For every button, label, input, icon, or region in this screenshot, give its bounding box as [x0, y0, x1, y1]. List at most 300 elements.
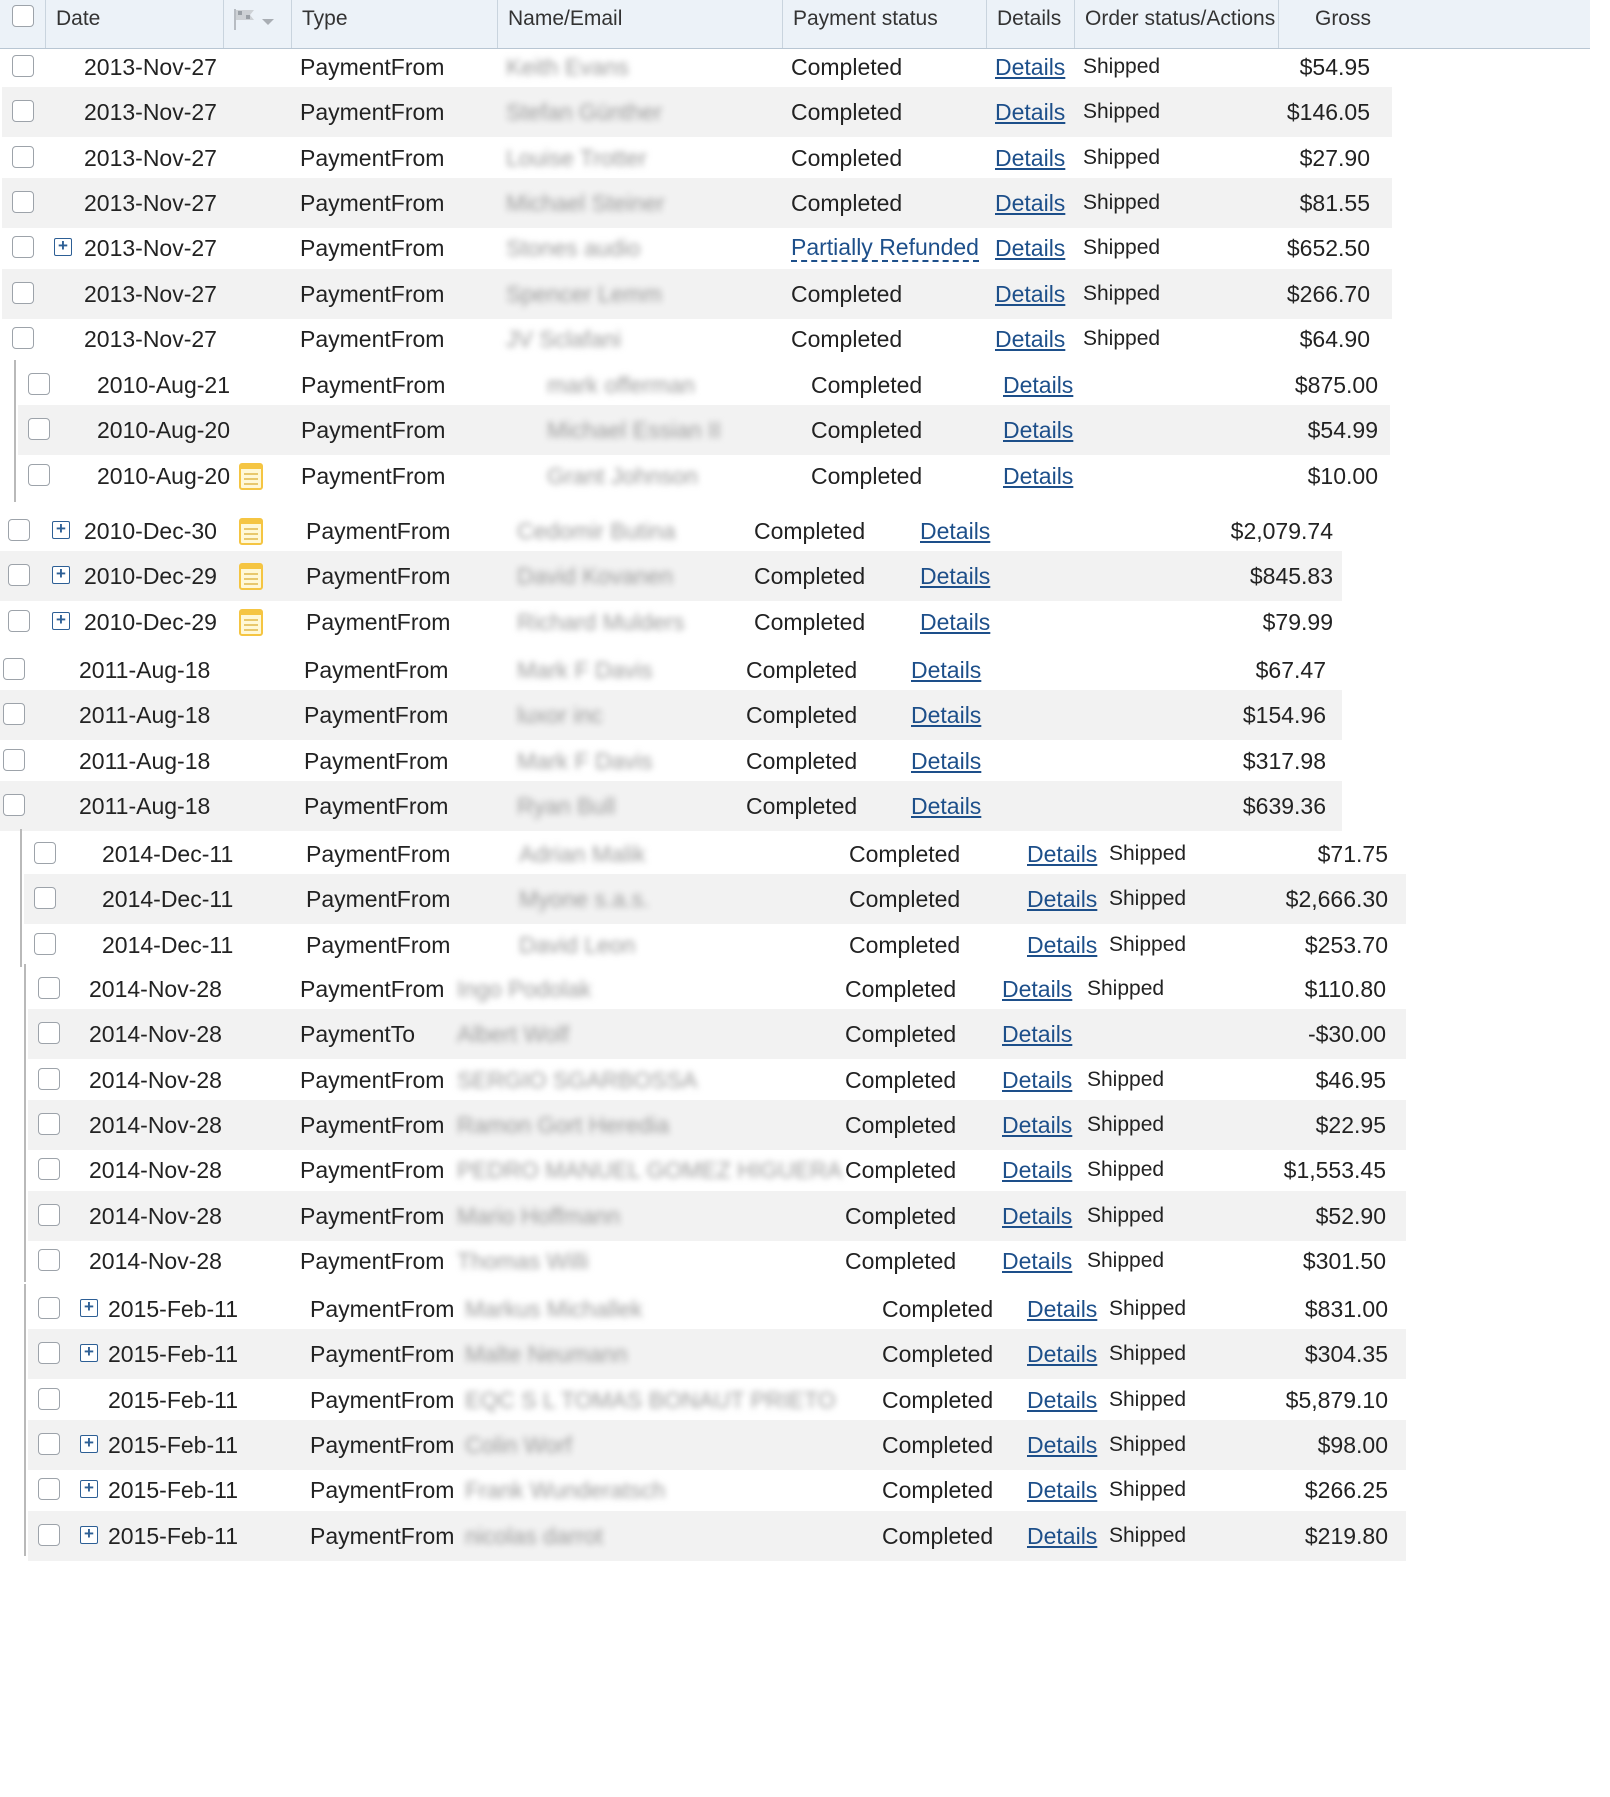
details-link[interactable]: Details [995, 280, 1066, 307]
row-gross: $304.35 [1304, 1341, 1388, 1368]
table-row[interactable] [28, 1511, 1406, 1561]
table-row[interactable] [2, 269, 1392, 319]
details-link[interactable]: Details [1027, 931, 1098, 958]
row-checkbox[interactable] [28, 373, 50, 395]
row-checkbox[interactable] [28, 464, 50, 486]
row-payment-status: Completed [849, 886, 961, 913]
row-name-email[interactable]: PEDRO MANUEL GOMEZ HIGUERA [457, 1157, 843, 1184]
row-type: PaymentFrom [300, 1247, 445, 1274]
details-link[interactable]: Details [995, 54, 1066, 80]
row-gross: $22.95 [1315, 1111, 1386, 1138]
row-name-email[interactable]: SERGIO SGARBOSSA [457, 1066, 698, 1093]
table-row[interactable] [28, 1191, 1406, 1241]
row-gross: $52.90 [1315, 1202, 1386, 1229]
group-indent-line [20, 829, 22, 967]
row-order-status: Shipped [1083, 100, 1161, 124]
row-type: PaymentFrom [300, 976, 445, 1002]
header-date[interactable]: Date [46, 0, 224, 48]
row-type: PaymentFrom [306, 931, 451, 958]
row-gross: $5,879.10 [1285, 1386, 1388, 1413]
details-link[interactable]: Details [911, 657, 982, 683]
header-type[interactable]: Type [292, 0, 498, 48]
table-row[interactable] [28, 1145, 1406, 1195]
row-checkbox[interactable] [38, 1249, 60, 1271]
row-checkbox[interactable] [38, 1388, 60, 1410]
row-type: PaymentFrom [300, 325, 445, 352]
row-gross: $219.80 [1304, 1522, 1388, 1549]
row-checkbox[interactable] [38, 1158, 60, 1180]
row-gross: $46.95 [1315, 1066, 1386, 1093]
expand-icon[interactable]: + [52, 612, 70, 630]
row-order-status: Shipped [1109, 932, 1187, 956]
row-gross: -$30.00 [1307, 1021, 1386, 1048]
note-icon[interactable] [238, 561, 264, 591]
row-date: 2011-Aug-18 [79, 657, 211, 683]
row-name-email[interactable]: luxor inc [517, 702, 603, 729]
row-payment-status: Completed [811, 372, 923, 398]
row-gross: $875.00 [1294, 372, 1378, 398]
row-date: 2015-Feb-11 [108, 1431, 238, 1458]
row-date: 2013-Nov-27 [84, 144, 217, 171]
row-checkbox[interactable] [34, 842, 56, 864]
table-row[interactable] [28, 1055, 1406, 1105]
row-name-email[interactable]: Colin Worf [465, 1431, 572, 1458]
row-gross: $1,553.45 [1283, 1157, 1386, 1184]
row-date: 2013-Nov-27 [84, 280, 217, 307]
row-gross: $652.50 [1286, 235, 1370, 262]
row-gross: $98.00 [1317, 1431, 1388, 1458]
row-order-status: Shipped [1083, 55, 1161, 78]
row-name-email[interactable]: Michael Essian II [547, 417, 721, 444]
details-link[interactable]: Details [1027, 1522, 1098, 1549]
row-name-email[interactable]: Spencer Lemm [506, 280, 662, 307]
row-gross: $639.36 [1242, 792, 1326, 819]
row-type: PaymentFrom [300, 1202, 445, 1229]
details-link[interactable]: Details [995, 144, 1066, 171]
row-payment-status: Completed [882, 1341, 994, 1368]
row-payment-status: Completed [754, 563, 866, 590]
row-payment-status: Completed [845, 976, 957, 1002]
table-row[interactable] [28, 1009, 1406, 1059]
row-checkbox[interactable] [38, 1524, 60, 1546]
details-link[interactable]: Details [1002, 1066, 1073, 1093]
row-checkbox[interactable] [3, 658, 25, 680]
row-checkbox[interactable] [8, 564, 30, 586]
row-checkbox[interactable] [34, 933, 56, 955]
row-payment-status: Completed [791, 280, 903, 307]
row-date: 2015-Feb-11 [108, 1296, 238, 1322]
row-checkbox[interactable] [38, 977, 60, 999]
table-row[interactable] [18, 405, 1390, 455]
row-checkbox[interactable] [38, 1022, 60, 1044]
table-row[interactable] [0, 551, 1342, 601]
row-order-status: Shipped [1087, 1067, 1165, 1091]
table-row[interactable] [0, 736, 1342, 786]
row-payment-status: Completed [849, 841, 961, 867]
expand-icon[interactable]: + [80, 1299, 98, 1317]
row-date: 2010-Aug-20 [97, 462, 230, 489]
table-row[interactable] [24, 874, 1406, 924]
row-checkbox[interactable] [34, 887, 56, 909]
row-type: PaymentFrom [300, 235, 445, 262]
row-date: 2013-Nov-27 [84, 99, 217, 126]
row-gross: $146.05 [1286, 99, 1370, 126]
row-type: PaymentFrom [304, 747, 449, 774]
row-payment-status: Completed [845, 1111, 957, 1138]
row-date: 2010-Aug-20 [97, 417, 230, 444]
row-payment-status: Completed [845, 1066, 957, 1093]
details-link[interactable]: Details [1003, 417, 1074, 444]
details-link[interactable]: Details [1002, 1157, 1073, 1184]
row-type: PaymentFrom [300, 144, 445, 171]
row-payment-status: Completed [882, 1296, 994, 1322]
row-order-status: Shipped [1087, 1112, 1165, 1136]
row-name-email[interactable]: Myone s.a.s. [519, 886, 650, 913]
row-checkbox[interactable] [38, 1433, 60, 1455]
row-type: PaymentFrom [310, 1522, 455, 1549]
row-date: 2014-Nov-28 [89, 1247, 222, 1274]
table-row[interactable] [2, 178, 1392, 228]
row-name-email[interactable]: Markus Michallek [465, 1296, 643, 1322]
row-gross: $266.70 [1286, 280, 1370, 307]
row-payment-status: Completed [882, 1431, 994, 1458]
group-indent-line [14, 360, 16, 502]
row-payment-status: Completed [754, 518, 866, 544]
expand-icon[interactable]: + [52, 566, 70, 584]
row-date: 2014-Nov-28 [89, 976, 222, 1002]
details-link[interactable]: Details [1002, 1021, 1073, 1048]
row-payment-status: Completed [746, 657, 858, 683]
details-link[interactable]: Details [1003, 462, 1074, 489]
row-payment-status: Completed [882, 1386, 994, 1413]
row-date: 2015-Feb-11 [108, 1477, 238, 1504]
row-date: 2014-Nov-28 [89, 1157, 222, 1184]
details-link[interactable]: Details [920, 518, 991, 544]
row-order-status: Shipped [1109, 1478, 1187, 1502]
row-name-email[interactable]: Ingo Podolak [457, 976, 592, 1002]
row-payment-status: Completed [811, 417, 923, 444]
row-payment-status: Completed [791, 54, 903, 80]
row-type: PaymentFrom [300, 99, 445, 126]
details-link[interactable]: Details [1027, 886, 1098, 913]
row-gross: $67.47 [1255, 657, 1326, 683]
row-checkbox[interactable] [12, 100, 34, 122]
row-date: 2013-Nov-27 [84, 235, 217, 262]
row-gross: $10.00 [1307, 462, 1378, 489]
row-checkbox[interactable] [12, 146, 34, 168]
row-type: PaymentFrom [310, 1341, 455, 1368]
row-name-email[interactable]: Grant Johnson [547, 462, 698, 489]
table-row[interactable] [0, 781, 1342, 831]
table-row[interactable] [28, 1420, 1406, 1470]
row-order-status: Shipped [1087, 1248, 1165, 1272]
header-payment-status[interactable]: Payment status [783, 0, 987, 48]
row-type: PaymentFrom [301, 417, 446, 444]
row-payment-status: Completed [882, 1477, 994, 1504]
row-gross: $110.80 [1304, 976, 1386, 1002]
details-link[interactable]: Details [920, 563, 991, 590]
row-date: 2015-Feb-11 [108, 1386, 238, 1413]
row-payment-status-link[interactable]: Partially Refunded [791, 234, 979, 261]
row-type: PaymentFrom [304, 702, 449, 729]
row-type: PaymentFrom [306, 841, 451, 867]
row-type: PaymentFrom [306, 886, 451, 913]
row-type: PaymentTo [300, 1021, 416, 1048]
details-link[interactable]: Details [1027, 1386, 1098, 1413]
row-date: 2013-Nov-27 [84, 189, 217, 216]
row-type: PaymentFrom [310, 1386, 455, 1413]
row-checkbox[interactable] [12, 191, 34, 213]
row-type: PaymentFrom [306, 518, 451, 544]
row-gross: $2,079.74 [1230, 518, 1333, 544]
table-row[interactable] [18, 360, 1390, 410]
table-row[interactable] [2, 87, 1392, 137]
row-order-status: Shipped [1083, 145, 1161, 169]
row-type: PaymentFrom [310, 1296, 455, 1322]
details-link[interactable]: Details [995, 99, 1066, 126]
row-checkbox[interactable] [3, 794, 25, 816]
row-order-status: Shipped [1109, 1387, 1187, 1411]
details-link[interactable]: Details [1027, 1477, 1098, 1504]
row-payment-status: Completed [791, 189, 903, 216]
row-payment-status: Completed [754, 608, 866, 635]
row-checkbox[interactable] [12, 282, 34, 304]
row-name-email[interactable]: Thomas Willi [457, 1247, 589, 1274]
row-checkbox[interactable] [12, 327, 34, 349]
expand-icon[interactable]: + [54, 238, 72, 256]
details-link[interactable]: Details [911, 747, 982, 774]
row-payment-status: Completed [791, 144, 903, 171]
row-type: PaymentFrom [310, 1431, 455, 1458]
row-checkbox[interactable] [38, 1068, 60, 1090]
details-link[interactable]: Details [1002, 976, 1073, 1002]
row-date: 2014-Nov-28 [89, 1202, 222, 1229]
row-type: PaymentFrom [301, 462, 446, 489]
header-details: Details [987, 0, 1075, 48]
table-row[interactable] [2, 42, 1392, 92]
table-row[interactable] [28, 1284, 1406, 1334]
row-order-status: Shipped [1087, 1203, 1165, 1227]
row-payment-status: Completed [849, 931, 961, 958]
row-payment-status: Completed [811, 462, 923, 489]
table-row[interactable] [28, 1100, 1406, 1150]
row-type: PaymentFrom [300, 54, 445, 80]
details-link[interactable]: Details [1002, 1111, 1073, 1138]
details-link[interactable]: Details [995, 189, 1066, 216]
details-link[interactable]: Details [1027, 1431, 1098, 1458]
details-link[interactable]: Details [911, 702, 982, 729]
row-type: PaymentFrom [304, 792, 449, 819]
details-link[interactable]: Details [995, 235, 1066, 262]
row-type: PaymentFrom [300, 189, 445, 216]
details-link[interactable]: Details [1002, 1202, 1073, 1229]
row-type: PaymentFrom [300, 1111, 445, 1138]
expand-icon[interactable]: + [52, 521, 70, 539]
row-name-email[interactable]: mark offerman [547, 372, 695, 398]
row-date: 2013-Nov-27 [84, 54, 217, 80]
row-checkbox[interactable] [38, 1204, 60, 1226]
table-row[interactable] [0, 597, 1342, 647]
row-date: 2015-Feb-11 [108, 1341, 238, 1368]
table-row[interactable] [24, 829, 1406, 879]
row-checkbox[interactable] [12, 55, 34, 77]
row-name-email[interactable]: Keith Evans [506, 54, 629, 80]
row-date: 2013-Nov-27 [84, 325, 217, 352]
row-name-email[interactable]: David Leon [519, 931, 636, 958]
row-name-email[interactable]: nicolas darrot [465, 1522, 604, 1549]
row-gross: $54.99 [1307, 417, 1378, 444]
details-link[interactable]: Details [920, 608, 991, 635]
row-name-email[interactable]: Richard Mulders [517, 608, 685, 635]
row-checkbox[interactable] [38, 1113, 60, 1135]
row-type: PaymentFrom [310, 1477, 455, 1504]
details-link[interactable]: Details [1003, 372, 1074, 398]
row-gross: $266.25 [1304, 1477, 1388, 1504]
row-order-status: Shipped [1109, 1342, 1187, 1366]
row-type: PaymentFrom [306, 563, 451, 590]
row-payment-status: Completed [791, 99, 903, 126]
row-name-email[interactable]: David Kovanen [517, 563, 673, 590]
row-date: 2010-Dec-30 [84, 518, 217, 544]
row-gross: $253.70 [1304, 931, 1388, 958]
row-type: PaymentFrom [300, 1066, 445, 1093]
row-order-status: Shipped [1109, 1297, 1187, 1320]
row-name-email[interactable]: EQC S L TOMAS BONAUT PRIETO [465, 1386, 836, 1413]
row-payment-status: Completed [845, 1021, 957, 1048]
row-date: 2014-Dec-11 [102, 841, 234, 867]
table-row[interactable] [24, 920, 1406, 970]
details-link[interactable]: Details [1027, 1341, 1098, 1368]
row-name-email[interactable]: Cedomir Butina [517, 518, 676, 544]
row-checkbox[interactable] [3, 703, 25, 725]
expand-icon[interactable]: + [80, 1344, 98, 1362]
row-checkbox[interactable] [12, 236, 34, 258]
group-indent-line [24, 964, 26, 1282]
row-checkbox[interactable] [38, 1478, 60, 1500]
row-date: 2014-Nov-28 [89, 1066, 222, 1093]
row-payment-status: Completed [746, 702, 858, 729]
row-name-email[interactable]: Louise Trotter [506, 144, 647, 171]
table-row[interactable] [2, 223, 1392, 273]
row-checkbox[interactable] [3, 749, 25, 771]
row-date: 2010-Aug-21 [97, 372, 230, 398]
row-checkbox[interactable] [8, 519, 30, 541]
table-row[interactable] [28, 1465, 1406, 1515]
row-date: 2015-Feb-11 [108, 1522, 238, 1549]
expand-icon[interactable]: + [80, 1435, 98, 1453]
row-date: 2011-Aug-18 [79, 702, 211, 729]
row-payment-status: Completed [845, 1157, 957, 1184]
row-order-status: Shipped [1087, 977, 1165, 1000]
row-payment-status: Completed [791, 325, 903, 352]
row-name-email[interactable]: Ryan Bull [517, 792, 616, 819]
details-link[interactable]: Details [911, 792, 982, 819]
row-checkbox[interactable] [38, 1342, 60, 1364]
row-gross: $81.55 [1299, 189, 1370, 216]
table-row[interactable] [28, 1236, 1406, 1286]
table-row[interactable] [28, 964, 1406, 1014]
row-order-status: Shipped [1109, 1523, 1187, 1547]
row-checkbox[interactable] [28, 418, 50, 440]
header-order-status: Order status/Actions [1075, 0, 1279, 48]
row-gross: $301.50 [1302, 1247, 1386, 1274]
row-gross: $831.00 [1304, 1296, 1388, 1322]
row-name-email[interactable]: Mario Hoffmann [457, 1202, 621, 1229]
row-order-status: Shipped [1109, 1432, 1187, 1456]
details-link[interactable]: Details [1002, 1247, 1073, 1274]
row-payment-status: Completed [845, 1247, 957, 1274]
row-type: PaymentFrom [300, 1157, 445, 1184]
note-icon[interactable] [238, 607, 264, 637]
header-gross[interactable]: Gross [1314, 7, 1371, 30]
row-date: 2011-Aug-18 [79, 792, 211, 819]
row-order-status: Shipped [1109, 842, 1187, 865]
row-gross: $79.99 [1262, 608, 1333, 635]
row-name-email[interactable]: Michael Steiner [506, 189, 665, 216]
group-indent-line [24, 1284, 26, 1556]
row-name-email[interactable]: Albert Wolf [457, 1021, 570, 1048]
details-link[interactable]: Details [1027, 1296, 1098, 1322]
row-name-email[interactable]: JV Sclafani [506, 325, 622, 352]
table-row[interactable] [28, 1329, 1406, 1379]
row-name-email[interactable]: Frank Wunderatsch [465, 1477, 666, 1504]
row-payment-status: Completed [882, 1522, 994, 1549]
row-type: PaymentFrom [301, 372, 446, 398]
row-type: PaymentFrom [300, 280, 445, 307]
row-type: PaymentFrom [304, 657, 449, 683]
row-checkbox[interactable] [8, 610, 30, 632]
table-row[interactable] [0, 645, 1342, 695]
expand-icon[interactable]: + [80, 1526, 98, 1544]
table-row[interactable] [28, 1375, 1406, 1425]
row-name-email[interactable]: Ramon Gort Heredia [457, 1111, 670, 1138]
row-name-email[interactable]: Adrian Malik [519, 841, 646, 867]
expand-icon[interactable]: + [80, 1480, 98, 1498]
row-name-email[interactable]: Mark F Davis [517, 657, 653, 683]
table-row[interactable] [0, 506, 1342, 556]
table-row[interactable] [2, 314, 1392, 364]
row-order-status: Shipped [1083, 326, 1161, 350]
row-payment-status: Completed [746, 792, 858, 819]
row-checkbox[interactable] [38, 1297, 60, 1319]
row-gross: $154.96 [1242, 702, 1326, 729]
row-date: 2014-Dec-11 [102, 886, 234, 913]
details-link[interactable]: Details [995, 325, 1066, 352]
table-row[interactable] [0, 690, 1342, 740]
row-order-status: Shipped [1109, 887, 1187, 911]
row-date: 2014-Dec-11 [102, 931, 234, 958]
row-order-status: Shipped [1083, 281, 1161, 305]
note-icon[interactable] [238, 516, 264, 546]
row-order-status: Shipped [1083, 190, 1161, 214]
row-gross: $54.95 [1299, 54, 1370, 80]
table-row[interactable] [18, 451, 1390, 501]
row-order-status: Shipped [1083, 236, 1161, 260]
row-date: 2010-Dec-29 [84, 563, 217, 590]
row-order-status: Shipped [1087, 1158, 1165, 1182]
header-name-email[interactable]: Name/Email [498, 0, 783, 48]
note-icon[interactable] [238, 461, 264, 491]
row-name-email[interactable]: Malte Neumann [465, 1341, 628, 1368]
table-row[interactable] [2, 133, 1392, 183]
row-name-email[interactable]: Stefan Günther [506, 99, 662, 126]
details-link[interactable]: Details [1027, 841, 1098, 867]
row-gross: $27.90 [1299, 144, 1370, 171]
row-name-email[interactable]: Mark F Davis [517, 747, 653, 774]
row-date: 2010-Dec-29 [84, 608, 217, 635]
row-gross: $64.90 [1299, 325, 1370, 352]
row-name-email[interactable]: Stones audio [506, 235, 641, 262]
